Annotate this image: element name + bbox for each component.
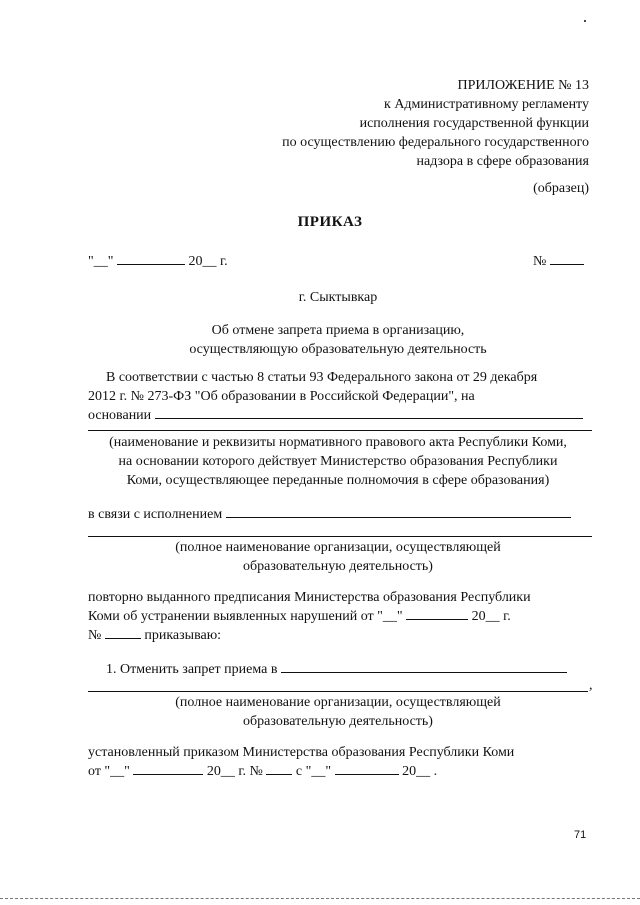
para3-line-3 bbox=[88, 626, 593, 645]
basis-label: основании bbox=[88, 408, 152, 423]
para3-line-2-text: Коми об устранении выявленных нарушений от "__" bbox=[88, 609, 403, 624]
date-day: "__" bbox=[88, 254, 114, 269]
header-line-4: надзора в сфере образования bbox=[416, 154, 589, 169]
para3-line-2 bbox=[88, 607, 593, 626]
note-organization-1 bbox=[100, 538, 576, 576]
header-line-1: к Административному регламенту bbox=[384, 97, 589, 112]
para1-line-2: 2012 г. № 273-ФЗ "Об образовании в Российской Федерации", на bbox=[88, 389, 475, 404]
note1-line-2: на основании которого действует Министерство образования Республики bbox=[118, 454, 558, 469]
execution-label: в связи с исполнением bbox=[88, 507, 223, 522]
order-word: приказываю: bbox=[144, 628, 222, 643]
para4-since-month-blank bbox=[335, 762, 399, 775]
order-subject bbox=[130, 321, 546, 359]
city-name: г. Сыктывкар bbox=[298, 290, 378, 305]
execution-blank bbox=[226, 505, 571, 518]
item1-continuation-line bbox=[88, 691, 588, 692]
header-block bbox=[240, 76, 589, 171]
note1-line-1: (наименование и реквизиты нормативного правового акта Республики Коми, bbox=[109, 435, 567, 450]
note2-line-2: образовательную деятельность) bbox=[243, 559, 433, 574]
para4-since: с "__" bbox=[295, 764, 332, 779]
subject-line-1: Об отмене запрета приема в организацию, bbox=[211, 323, 465, 338]
para4-year-number: 20__ г. № bbox=[206, 764, 263, 779]
note3-line-2: образовательную деятельность) bbox=[243, 714, 433, 729]
note-organization-2 bbox=[100, 693, 576, 731]
paragraph-execution bbox=[88, 505, 593, 524]
para3-line-1: повторно выданного предписания Министерства образования Республики bbox=[88, 590, 531, 605]
para3-year: 20__ г. bbox=[471, 609, 511, 624]
para4-since-year: 20__ . bbox=[402, 764, 438, 779]
appendix-number: ПРИЛОЖЕНИЕ № 13 bbox=[457, 78, 589, 93]
prescription-number-blank bbox=[105, 626, 141, 639]
basis-continuation-line bbox=[88, 430, 592, 431]
document-title: ПРИКАЗ bbox=[297, 214, 363, 230]
execution-continuation-line bbox=[88, 536, 592, 537]
page-number: 71 bbox=[574, 829, 587, 841]
number-line bbox=[533, 252, 593, 271]
note2-line-1: (полное наименование организации, осуществляющей bbox=[175, 540, 501, 555]
para4-line-1: установленный приказом Министерства образования Республики Коми bbox=[88, 745, 515, 760]
prescription-number-label: № bbox=[88, 628, 102, 643]
item1-blank bbox=[281, 660, 567, 673]
para4-line-2 bbox=[88, 762, 593, 781]
date-year: 20__ г. bbox=[188, 254, 228, 269]
para1-line-3 bbox=[88, 406, 593, 425]
date-month-blank bbox=[117, 252, 185, 265]
number-blank bbox=[550, 252, 584, 265]
paragraph-established bbox=[88, 743, 593, 781]
paragraph-basis bbox=[88, 368, 593, 425]
basis-blank bbox=[155, 406, 583, 419]
scan-speck bbox=[584, 20, 586, 22]
item1-label: 1. Отменить запрет приема в bbox=[106, 662, 278, 677]
item-1 bbox=[106, 660, 594, 679]
prescription-month-blank bbox=[406, 607, 468, 620]
number-label: № bbox=[533, 254, 547, 269]
header-line-2: исполнения государственной функции bbox=[359, 116, 589, 131]
note1-line-3: Коми, осуществляющее переданные полномочия в сфере образования) bbox=[126, 473, 550, 488]
para4-number-blank bbox=[266, 762, 292, 775]
scan-edge-dashes bbox=[0, 898, 640, 899]
subject-line-2: осуществляющую образовательную деятельность bbox=[189, 342, 487, 357]
header-line-3: по осуществлению федерального государственного bbox=[282, 135, 589, 150]
item1-comma: , bbox=[589, 678, 593, 693]
para4-month-blank bbox=[133, 762, 203, 775]
para1-line-1: В соответствии с частью 8 статьи 93 Федерального закона от 29 декабря bbox=[106, 370, 538, 385]
paragraph-prescription bbox=[88, 588, 593, 645]
date-line bbox=[88, 252, 288, 271]
note-legal-act bbox=[82, 433, 594, 490]
para4-from: от "__" bbox=[88, 764, 130, 779]
note3-line-1: (полное наименование организации, осуществляющей bbox=[175, 695, 501, 710]
sample-note: (образец) bbox=[533, 181, 589, 196]
